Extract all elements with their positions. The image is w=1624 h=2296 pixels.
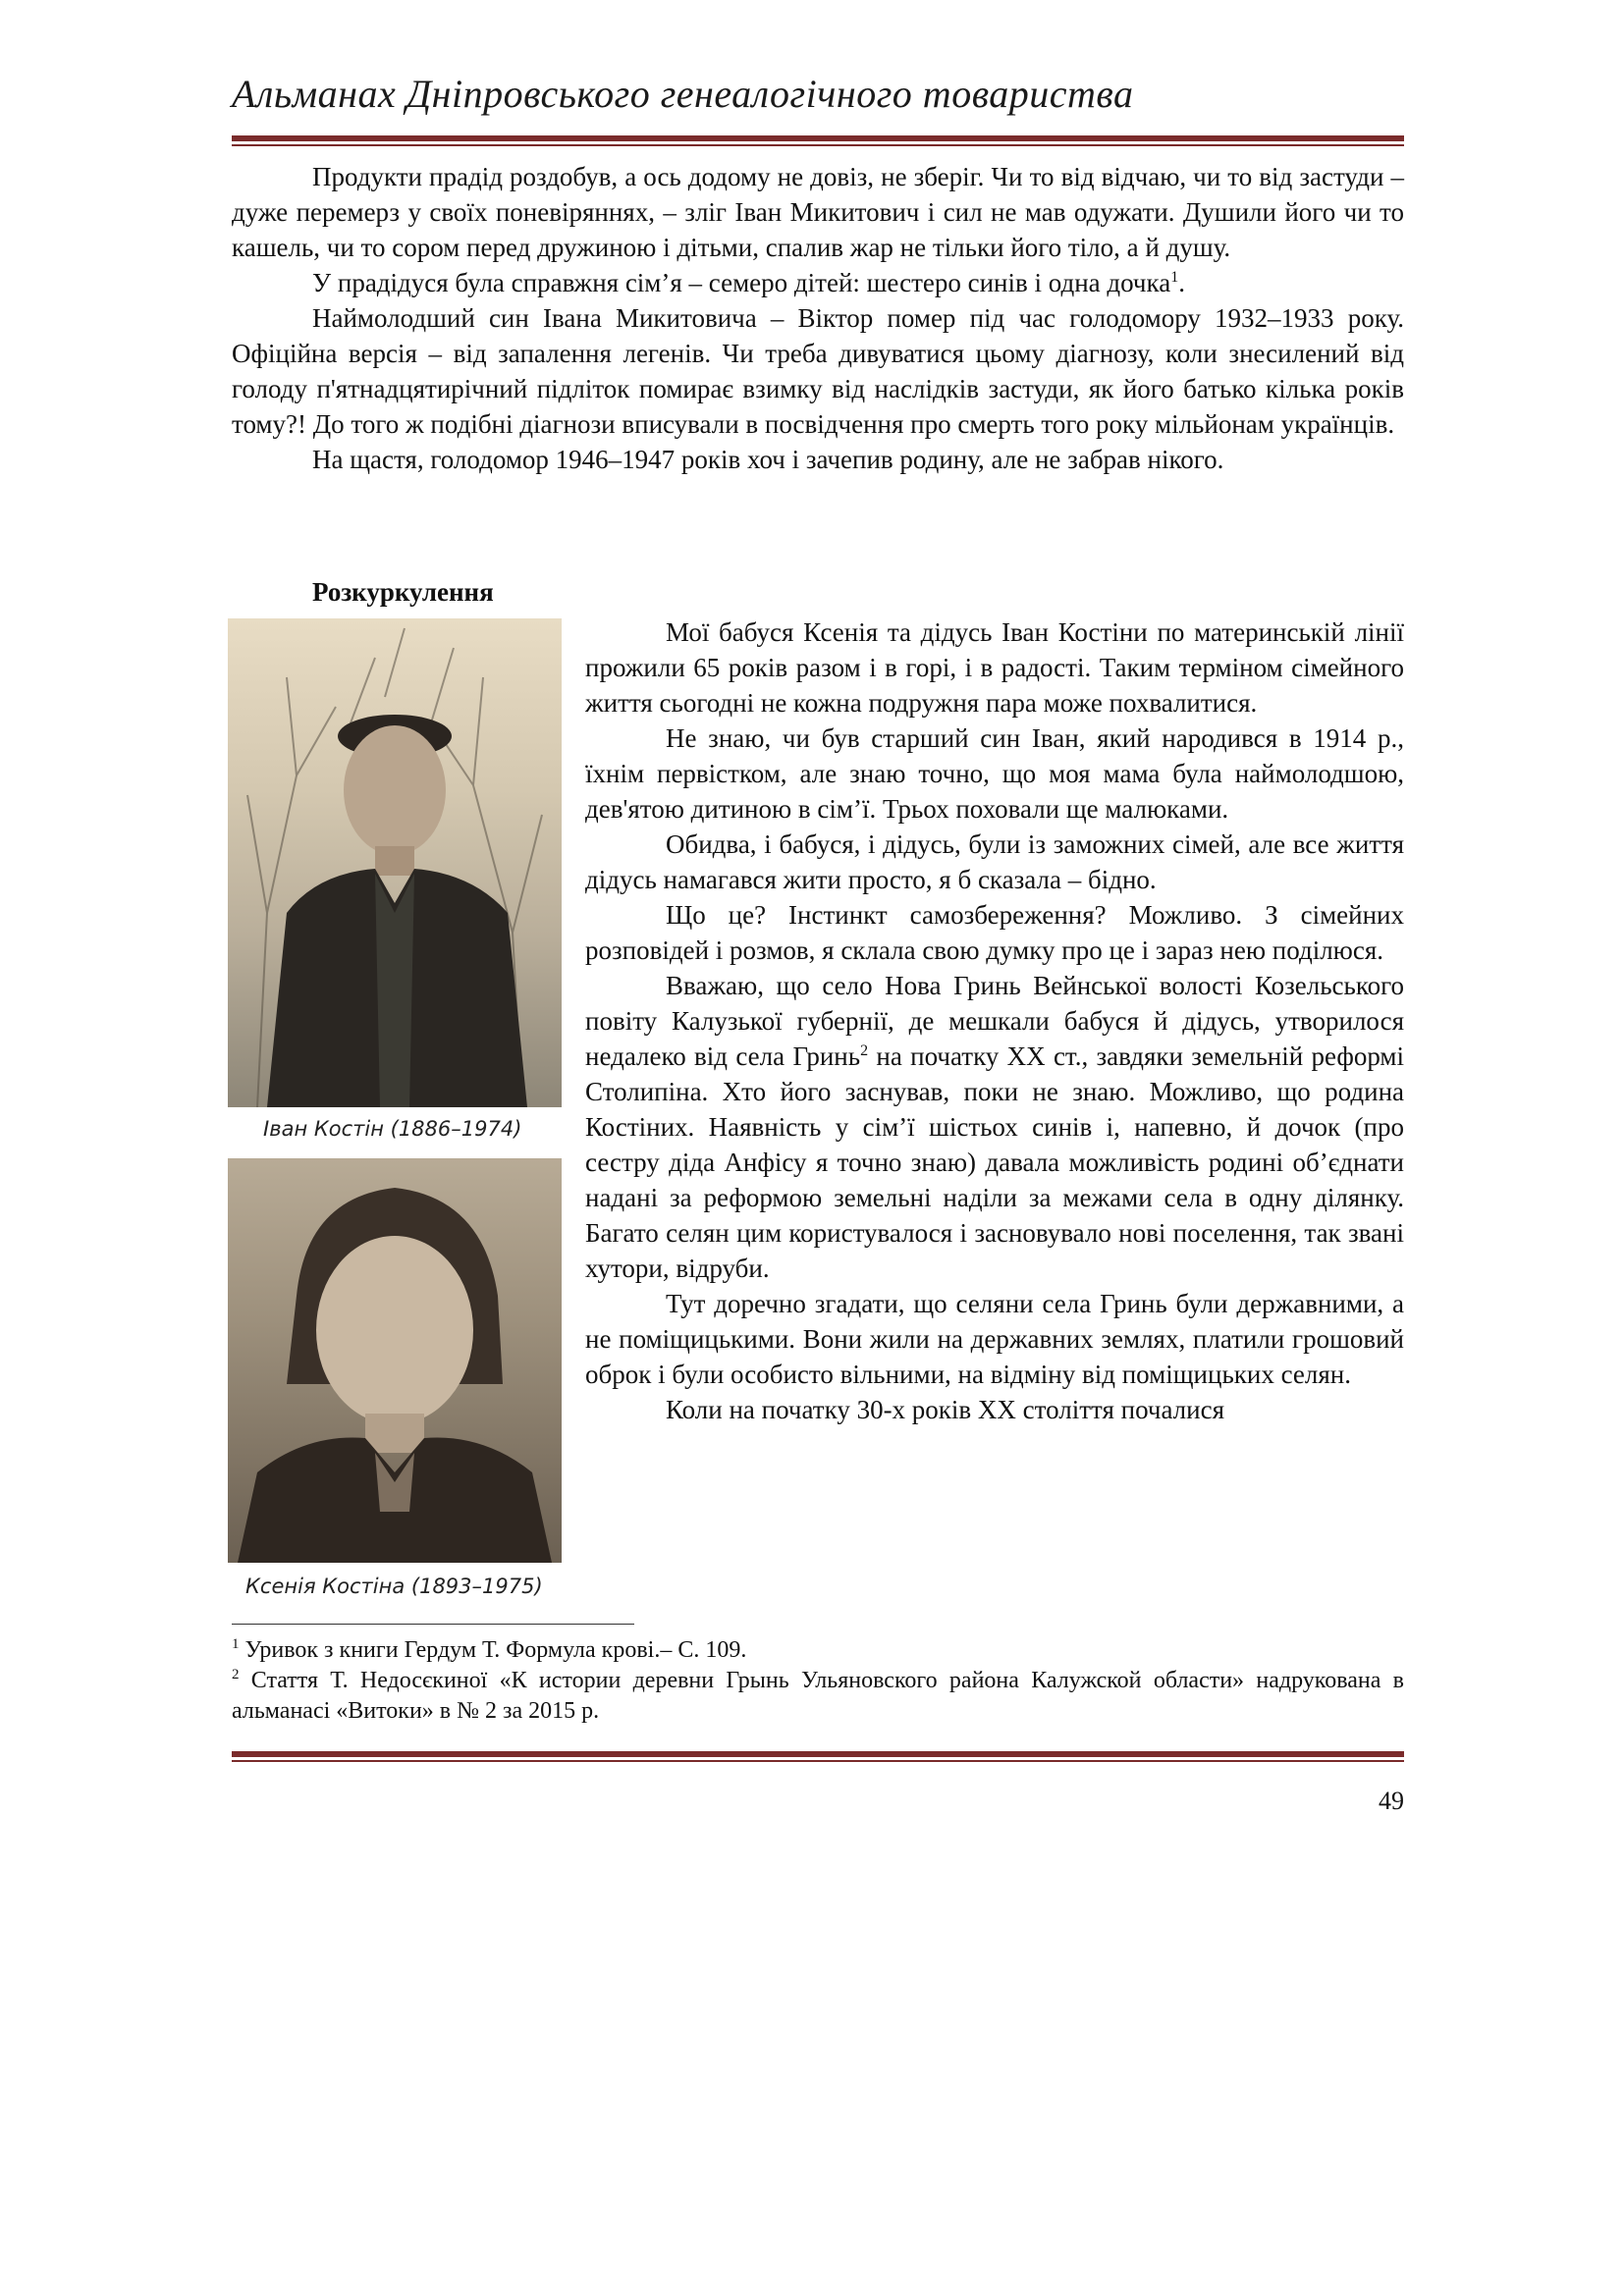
page-number: 49 (1379, 1787, 1404, 1815)
paragraph: Що це? Інстинкт самозбереження? Можливо. З сімейних розповідей і розмов, я склала свою думку про це і зараз нею поділюся. (585, 900, 1404, 965)
footnote-separator (232, 1624, 634, 1625)
paragraph: Не знаю, чи був старший син Іван, який народився в 1914 р., їхнім первістком, але знаю точно, що моя мама була наймолодшою, дев'ятою дитиною в сім’ї. Трьох поховали ще малюками. (585, 723, 1404, 824)
paragraph: На щастя, голодомор 1946–1947 років хоч і зачепив родину, але не забрав нікого. (312, 445, 1224, 474)
paragraph: Тут доречно згадати, що селяни села Гринь були державними, а не поміщицькими. Вони жили на державних землях, платили грошовий оброк і були особисто вільними, на відміну від поміщицьких селян. (585, 1289, 1404, 1389)
photo-caption: Іван Костін (1886–1974) (263, 1117, 522, 1141)
footnote-ref[interactable]: 1 (1170, 269, 1179, 286)
paragraph: Продукти прадід роздобув, а ось додому не довіз, не зберіг. Чи то від відчаю, чи то від застуди – дуже перемерз у своїх поневіряннях, – зліг Іван Микитович і сил не мав одужати. Душили його чи то кашель, чи то сором перед дружиною і дітьми, спалив жар не тільки його тіло, а й душу. (232, 162, 1404, 262)
header-rule (232, 135, 1404, 146)
footnote-ref[interactable]: 2 (860, 1042, 869, 1059)
paragraph: Коли на початку 30-х років ХХ століття почалися (666, 1395, 1225, 1424)
portrait-photo-kseniia (228, 1158, 562, 1563)
paragraph: Мої бабуся Ксенія та дідусь Іван Костіни по материнській лінії прожили 65 років разом і в горі, і в радості. Таким терміном сімейного життя сьогодні не кожна подружня пара може похвалитися. (585, 617, 1404, 718)
running-header: Альманах Дніпровського генеалогічного товариства (232, 72, 1134, 116)
paragraph: Вважаю, що село Нова Гринь Вейнської волості Козельського повіту Калузької губернії, де мешкали бабуся й дідусь, утворилося недалеко від села Гринь$^2$ на початку ХХ ст., завдяки земельній реформі Столипіна. Хто його заснував, поки не знаю. Можливо, що родина Костіних. Наявність у сім’ї шістьох синів і, напевно, й дочок (про сестру діда Анфісу я точно знаю) давала можливість родині об’єднати надані за реформою земельні наділи за межами села в одну ділянку. Багато селян цим користувалося і засновувало нові поселення, так звані хутори, відруби. (585, 971, 1404, 1283)
paragraph: У прадідуся була справжня сім’я – семеро дітей: шестеро синів і одна дочка$^1$. (312, 268, 1185, 297)
footnotes (232, 1635, 1404, 1727)
footer-rule (232, 1751, 1404, 1762)
intro-text (232, 159, 1404, 477)
paragraph: Обидва, і бабуся, і дідусь, були із заможних сімей, але все життя дідусь намагався жити просто, я б сказала – бідно. (585, 829, 1404, 894)
footnote: $^1$ Уривок з книги Гердум Т. Формула крові.– С. 109. (232, 1636, 747, 1663)
photo-caption: Ксенія Костіна (1893–1975) (245, 1575, 543, 1598)
section-heading: Розкуркулення (312, 577, 494, 607)
footnote: $^2$ Стаття Т. Недосєкиної «К истории деревни Грынь Ульяновского района Калужской области» надрукована в альманасі «Витоки» в № 2 за 2015 р. (232, 1667, 1404, 1724)
paragraph: Наймолодший син Івана Микитовича – Віктор помер під час голодомору 1932–1933 року. Офіційна версія – від запалення легенів. Чи треба дивуватися цьому діагнозу, коли знесилений від голоду п'ятнадцятирічний підліток помирає взимку від наслідків застуди, як його батько кілька років тому?! До того ж подібні діагнози вписували в посвідчення про смерть того року мільйонам українців. (232, 303, 1404, 439)
main-text-column (585, 614, 1404, 1427)
portrait-photo-ivan (228, 618, 562, 1107)
